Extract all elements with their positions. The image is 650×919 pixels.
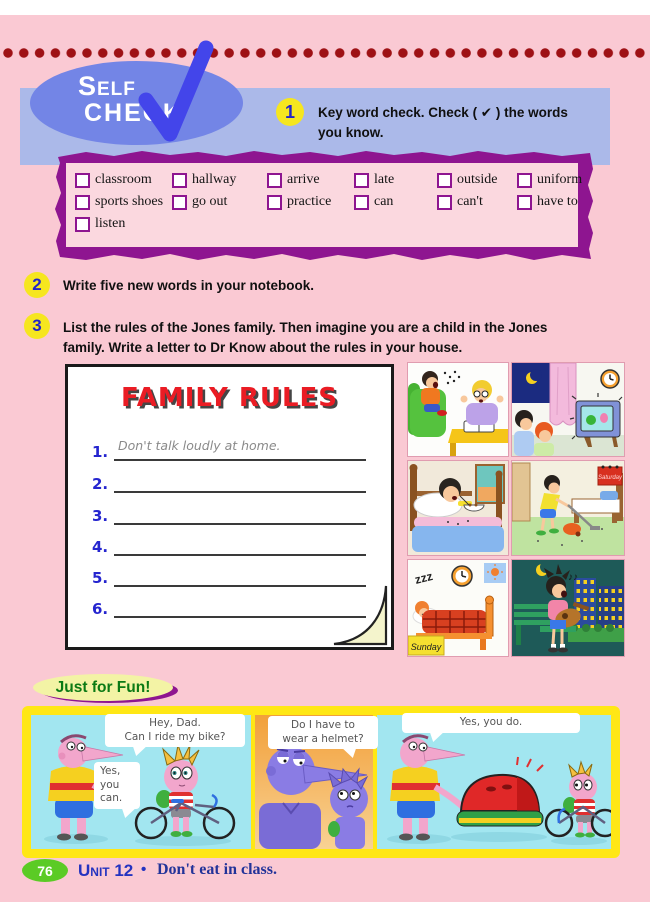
rule-row-6 [92, 594, 366, 618]
rule-row-4 [92, 532, 366, 556]
rule-number: 5. [92, 569, 109, 587]
word-item-go-out [172, 194, 267, 210]
word-label: can't [457, 194, 483, 209]
scene-dont-talk-loudly [407, 362, 509, 457]
just-for-fun-badge: Just for Fun! [33, 674, 173, 701]
music-notes: ♪♪ [568, 572, 578, 583]
checkbox[interactable] [75, 173, 90, 188]
family-rules-notepad [65, 364, 394, 650]
dotted-border [2, 47, 648, 59]
word-label: practice [287, 194, 332, 209]
checkbox[interactable] [517, 173, 532, 188]
checkbox[interactable] [75, 195, 90, 210]
self-check-line1: Self [78, 71, 136, 101]
exercise-2-instructions: Write five new words in your notebook. [63, 278, 315, 293]
rule-text [114, 502, 118, 517]
bubble-line: Can I ride my bike? [124, 730, 226, 743]
big-checkmark-icon [132, 36, 220, 148]
calendar-saturday-label: Saturday [597, 475, 623, 481]
rule-write-line[interactable] [114, 437, 366, 461]
exercise-2-number: 2 [24, 272, 50, 298]
checkbox[interactable] [75, 217, 90, 232]
word-label: listen [95, 216, 126, 231]
rule-write-line[interactable] [114, 594, 366, 618]
rule-text [114, 533, 118, 548]
checkbox[interactable] [354, 195, 369, 210]
checkbox[interactable] [354, 173, 369, 188]
exercise-3-line2: family. Write a letter to Dr Know about the rules in your house. [63, 340, 463, 355]
scene-sleep-late-sunday [407, 559, 509, 657]
exercise-1-instructions [318, 103, 568, 143]
comic-panel-3 [377, 715, 611, 849]
word-item-can [354, 194, 437, 210]
checkbox[interactable] [267, 195, 282, 210]
exercise-1-line2: you know. [318, 125, 384, 140]
speech-bubble-wear-helmet [268, 716, 378, 749]
checkbox[interactable] [517, 195, 532, 210]
exercise-1-line1: Key word check. Check ( ✔ ) the words [318, 105, 568, 120]
zzz-label: zzz [413, 568, 435, 587]
word-item-sports-shoes [75, 194, 172, 210]
bubble-line: wear a helmet? [282, 732, 364, 745]
bubble-line: Hey, Dad. [149, 717, 201, 729]
rule-number: 6. [92, 600, 109, 618]
calendar-sunday-label: Sunday [410, 642, 442, 652]
rule-write-line[interactable] [114, 501, 366, 525]
family-rules-title: FAMILY RULES [120, 383, 339, 413]
exercise-1-number: 1 [276, 98, 304, 126]
rule-row-3 [92, 501, 366, 525]
self-check-line2: CHECK [84, 99, 183, 127]
page-number-badge: 76 [22, 859, 68, 882]
word-label: arrive [287, 172, 320, 187]
scene-no-eating-in-bed [407, 460, 509, 556]
word-item-listen [75, 216, 172, 232]
word-item-classroom [75, 172, 172, 188]
rule-row-5 [92, 563, 366, 587]
rule-number: 3. [92, 507, 109, 525]
unit-bullet: • [141, 861, 147, 878]
word-item-hallway [172, 172, 267, 188]
page-curl [332, 584, 390, 646]
word-item-arrive [267, 172, 354, 188]
bubble-line: Do I have to [291, 719, 355, 731]
word-label: go out [192, 194, 228, 209]
word-label: late [374, 172, 395, 187]
rule-text [114, 470, 118, 485]
scene-no-tv-at-night [511, 362, 625, 457]
rule-number: 2. [92, 475, 109, 493]
speech-bubble-yes-you-do [402, 713, 580, 733]
word-label: hallway [192, 172, 237, 187]
word-item-outside [437, 172, 517, 188]
bubble-line: Yes, you do. [459, 716, 523, 728]
rule-write-line[interactable] [114, 563, 366, 587]
scene-no-singing-at-night [511, 559, 625, 657]
rule-text [114, 564, 118, 579]
word-item-practice [267, 194, 354, 210]
checkbox[interactable] [437, 195, 452, 210]
rule-row-2 [92, 469, 366, 493]
exercise-3-number: 3 [24, 313, 50, 339]
checkbox[interactable] [437, 173, 452, 188]
bubble-line: can. [100, 792, 123, 805]
word-label: have to [537, 194, 578, 209]
scene-clean-room-saturday [511, 460, 625, 556]
speech-bubble-yes-you-can [94, 762, 140, 809]
rule-write-line[interactable] [114, 469, 366, 493]
rule-write-line[interactable] [114, 532, 366, 556]
checkbox[interactable] [267, 173, 282, 188]
word-label: can [374, 194, 394, 209]
checkbox[interactable] [172, 173, 187, 188]
rule-number: 1. [92, 443, 109, 461]
word-label: classroom [95, 172, 152, 187]
word-label: uniform [537, 172, 583, 187]
word-label: sports shoes [95, 194, 164, 209]
speech-bubble-can-i-ride [105, 714, 245, 747]
word-item-uniform [517, 172, 582, 188]
word-item-have-to [517, 194, 582, 210]
bubble-line: you [100, 778, 120, 791]
rule-row-1 [92, 437, 366, 461]
bubble-line: Yes, [100, 765, 121, 777]
word-label: outside [457, 172, 498, 187]
word-item-late [354, 172, 437, 188]
word-item-cant [437, 194, 517, 210]
key-word-checklist [66, 163, 583, 247]
rule-text: Don't talk loudly at home. [118, 438, 281, 453]
lesson-title: Don't eat in class. [157, 861, 277, 878]
exercise-3-line1: List the rules of the Jones family. Then imagine you are a child in the Jones [63, 320, 548, 335]
checkbox[interactable] [172, 195, 187, 210]
exercise-3-instructions [63, 318, 547, 358]
rule-number: 4. [92, 538, 109, 556]
rule-text [114, 595, 118, 610]
unit-label: Unit 12 [78, 861, 134, 880]
comic-panel-3-art [377, 715, 611, 849]
